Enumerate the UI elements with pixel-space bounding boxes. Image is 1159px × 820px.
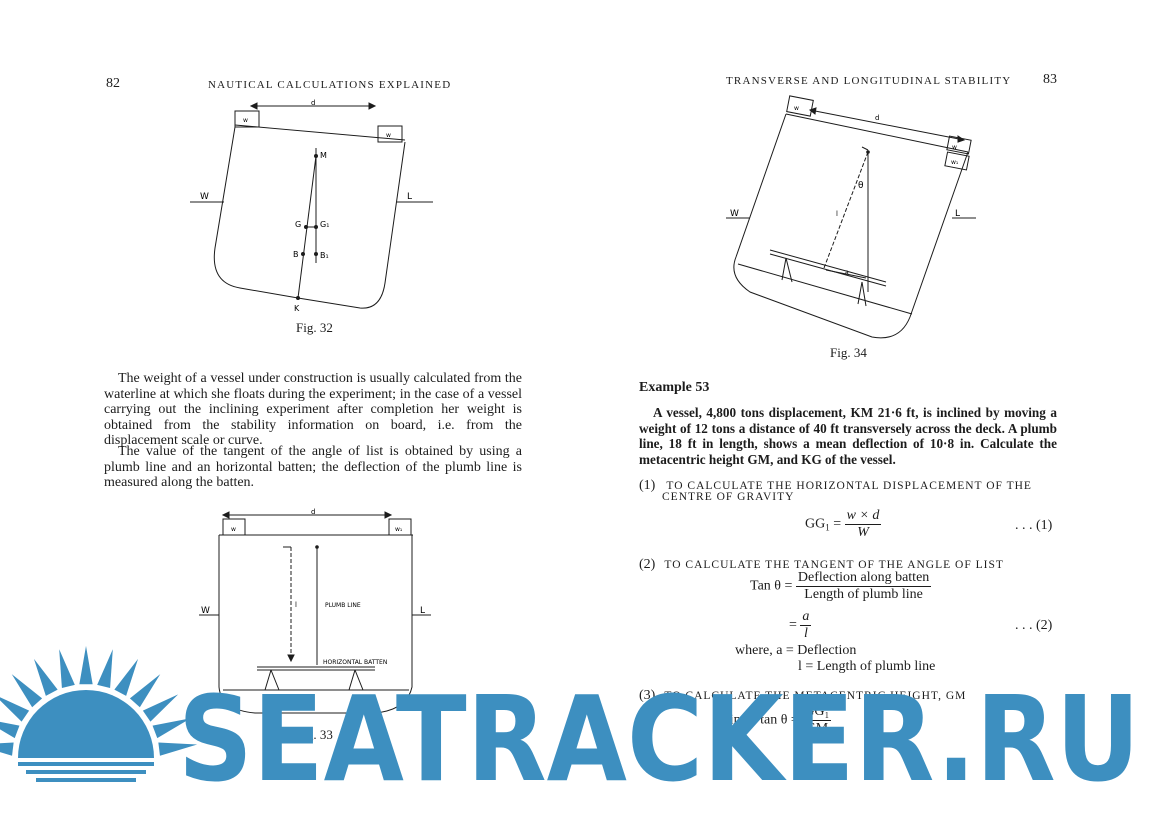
- fig32-label-B: B: [293, 250, 299, 259]
- step-2-num: (2): [639, 557, 656, 572]
- sunburst-logo: [0, 646, 197, 782]
- sun-ray: [34, 659, 58, 696]
- sun-ray: [12, 674, 42, 707]
- fig32-label-L: L: [407, 192, 413, 202]
- right-page-number: 83: [1043, 72, 1057, 87]
- fig34-diagram: [722, 92, 982, 342]
- fig33-label-w1: w₁: [395, 526, 403, 533]
- fig32-caption: Fig. 32: [296, 320, 333, 335]
- eq2-den: Length of plumb line: [804, 587, 923, 602]
- where-line-2: l = Length of plumb line: [798, 659, 936, 674]
- left-page-number: 82: [106, 76, 120, 91]
- fig34-label-wa: w: [952, 144, 957, 151]
- fig32-label-w-right: w: [386, 132, 391, 139]
- watermark-text: SEATRACKER.RU: [178, 670, 1140, 808]
- fig33-caption: Fig. 33: [296, 727, 333, 742]
- right-running-head: TRANSVERSE AND LONGITUDINAL STABILITY: [726, 75, 1012, 87]
- sun-ray: [97, 649, 113, 688]
- fig34-label-w: w: [794, 105, 799, 112]
- fig33-label-L: L: [420, 606, 426, 616]
- fig32-label-B1: B₁: [320, 251, 329, 260]
- fig32-label-G: G: [295, 220, 302, 229]
- eq3-num: GG₁: [804, 704, 830, 719]
- eq2b-num: a: [802, 609, 810, 624]
- paragraph-2: The value of the tangent of the angle of list is obtained by using a plumb line and an horizontal batten; the deflection of the plumb line is measured along the batten.: [104, 444, 522, 491]
- fig33-label-plumb: PLUMB LINE: [325, 602, 361, 609]
- watermark: [0, 640, 1159, 820]
- eq3-den: GM: [805, 721, 829, 736]
- step-1-line1: TO CALCULATE THE HORIZONTAL DISPLACEMENT OF THE: [666, 480, 1032, 492]
- fig33-label-l: l: [295, 601, 297, 609]
- fig32-diagram: [185, 98, 445, 323]
- fig34-label-L: L: [955, 209, 961, 219]
- where-line-1: where, a = Deflection: [735, 643, 857, 658]
- sun-ray: [0, 743, 14, 756]
- step-2-text: TO CALCULATE THE TANGENT OF THE ANGLE OF LIST: [664, 559, 1004, 571]
- eq1-num: w × d: [846, 508, 880, 523]
- eq2-lhs: Tan θ =: [750, 578, 793, 594]
- sun-ray: [79, 646, 92, 684]
- fig32-label-M: M: [320, 151, 327, 160]
- eq2-num: Deflection along batten: [797, 570, 930, 585]
- eq1-lhs-sub: 1: [825, 522, 830, 533]
- fig34-label-l: l: [836, 210, 838, 218]
- step-3-num: (3): [639, 688, 656, 703]
- sun-ray: [130, 674, 160, 707]
- example-title: Example 53: [639, 380, 710, 395]
- fig32-label-W: W: [200, 192, 209, 202]
- eq2b-den: l: [803, 626, 808, 641]
- fig32-label-K: K: [294, 304, 300, 313]
- fig34-label-W: W: [730, 209, 739, 219]
- fig32-label-d: d: [311, 99, 316, 107]
- sun-ray: [114, 659, 138, 696]
- fig34-label-theta: θ: [858, 181, 864, 191]
- eq1-lhs: GG: [805, 516, 826, 532]
- paragraph-1: The weight of a vessel under construction is usually calculated from the waterline at which she floats during the experiment; in the case of a vessel carrying out the inclining experiment after completion her weight is obtained from the stability information on board, i.e. from the displacement scale or curve.: [104, 371, 522, 449]
- equation-2: [750, 570, 931, 603]
- fig33-label-d: d: [311, 508, 316, 516]
- equation-2b: [789, 609, 811, 642]
- fig33-label-W: W: [201, 606, 210, 616]
- fig32-label-G1: G₁: [320, 220, 330, 229]
- step-3-text: TO CALCULATE THE METACENTRIC HEIGHT, GM: [664, 690, 967, 702]
- fig32-label-w-left: w: [243, 117, 248, 124]
- eq1-den: W: [857, 525, 869, 540]
- fig34-label-w1: w₁: [951, 159, 959, 166]
- example-text: A vessel, 4,800 tons displacement, KM 21·6 ft, is inclined by moving a weight of 12 tons a distance of 40 ft transversely across the deck. A plumb line, 18 ft in length, shows a mean deflection of 10·8 in. Calculate the metacentric height GM, and KG of the vessel.: [639, 405, 1057, 467]
- step-1-line2: CENTRE OF GRAVITY: [662, 491, 795, 503]
- eq2b-lhs: =: [789, 617, 797, 633]
- left-running-head: NAUTICAL CALCULATIONS EXPLAINED: [208, 79, 452, 91]
- sun-ray: [0, 694, 29, 721]
- fig33-label-batten: HORIZONTAL BATTEN: [323, 659, 388, 666]
- fig33-label-w: w: [231, 526, 236, 533]
- fig34-label-d: d: [875, 114, 880, 122]
- fig34-caption: Fig. 34: [830, 345, 867, 360]
- sun-ray: [59, 649, 75, 688]
- equation-1: $GG_1$ = $\frac{w \times d}{W}$: [805, 508, 880, 540]
- eq1-ref: . . . (1): [1015, 518, 1053, 533]
- eq3-lhs: Since, tan θ =: [722, 712, 799, 728]
- sun-ray: [0, 718, 19, 738]
- sun-ray: [143, 694, 178, 721]
- step-1-num: (1): [639, 478, 656, 493]
- eq2-ref: . . . (2): [1015, 618, 1053, 633]
- fig34-label-a: a: [845, 269, 849, 276]
